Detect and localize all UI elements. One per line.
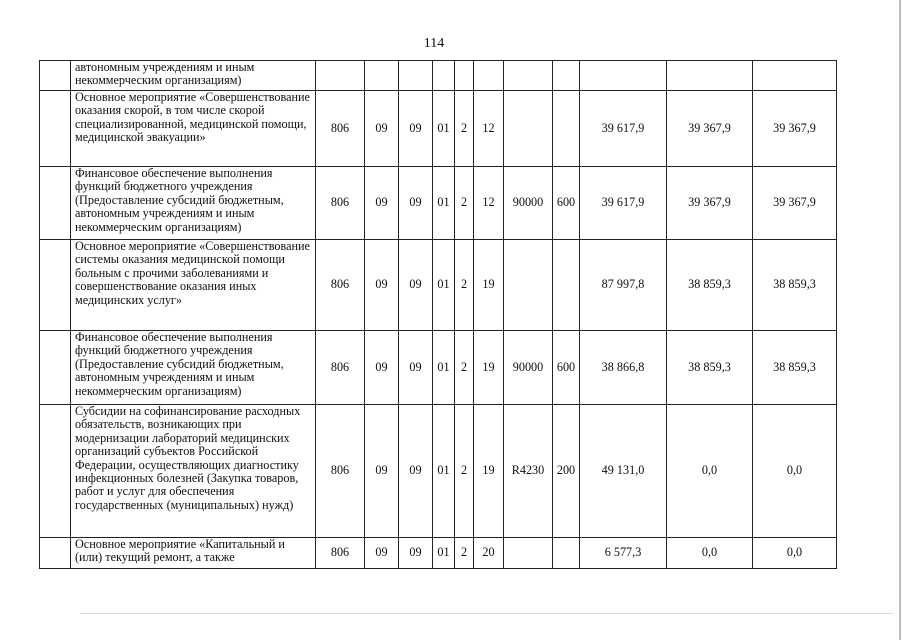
row-index-cell [40,331,71,405]
cell-p4: 90000 [504,167,553,240]
cell-p1 [433,61,455,91]
cell-rz [365,61,399,91]
cell-p1: 01 [433,331,455,405]
cell-p3: 20 [474,538,504,569]
cell-p3: 12 [474,167,504,240]
cell-sum2: 38 859,3 [667,240,753,331]
cell-pr: 09 [399,331,433,405]
cell-p1: 01 [433,91,455,167]
cell-sum2: 38 859,3 [667,331,753,405]
table-row [40,405,837,538]
cell-vr: 600 [553,331,580,405]
row-index-cell [40,405,71,538]
budget-table [39,60,837,569]
row-index-cell [40,538,71,569]
cell-p1: 01 [433,240,455,331]
cell-grbs: 806 [316,240,365,331]
row-name: Субсидии на софинансирование расходных обязательств, возникающих при модернизации лабораторий медицинских организаций субъектов Российской Федерации, осуществляющих диагностику инфекционных болезней (Закупка товаров, работ и услуг для обеспечения государственных (муниципальных) нужд) [71,405,316,538]
cell-sum1: 39 617,9 [580,91,667,167]
table-row [40,331,837,405]
cell-p2: 2 [455,331,474,405]
cell-p2: 2 [455,405,474,538]
cell-grbs [316,61,365,91]
cell-sum2: 39 367,9 [667,167,753,240]
cell-p2 [455,61,474,91]
cell-vr: 200 [553,405,580,538]
cell-p3: 12 [474,91,504,167]
cell-p2: 2 [455,167,474,240]
cell-sum3: 39 367,9 [753,91,837,167]
table-row [40,538,837,569]
table-row [40,240,837,331]
page-edge [899,0,901,640]
cell-p4 [504,61,553,91]
cell-pr: 09 [399,91,433,167]
cell-p4 [504,240,553,331]
cell-p4: 90000 [504,331,553,405]
cell-sum1: 39 617,9 [580,167,667,240]
table-row [40,167,837,240]
cell-vr [553,61,580,91]
cell-grbs: 806 [316,91,365,167]
cell-grbs: 806 [316,167,365,240]
cell-sum2: 0,0 [667,405,753,538]
cell-sum3: 0,0 [753,538,837,569]
cell-pr: 09 [399,405,433,538]
row-index-cell [40,240,71,331]
cell-rz: 09 [365,240,399,331]
cell-sum3 [753,61,837,91]
cell-p4 [504,91,553,167]
row-name: Основное мероприятие «Совершенствование оказания скорой, в том числе скорой специализированной, медицинской помощи, медицинской эвакуации» [71,91,316,167]
cell-p2: 2 [455,91,474,167]
cell-rz: 09 [365,91,399,167]
cell-grbs: 806 [316,331,365,405]
cell-vr [553,240,580,331]
table-row [40,91,837,167]
cell-grbs: 806 [316,405,365,538]
cell-sum3: 0,0 [753,405,837,538]
cell-p1: 01 [433,167,455,240]
cell-grbs: 806 [316,538,365,569]
row-name: Финансовое обеспечение выполнения функций бюджетного учреждения (Предоставление субсидий бюджетным, автономным учреждениям и иным некоммерческим организациям) [71,331,316,405]
cell-pr: 09 [399,240,433,331]
cell-p4 [504,538,553,569]
row-index-cell [40,61,71,91]
row-name: автономным учреждениям и иным некоммерческим организациям) [71,61,316,91]
cell-rz: 09 [365,331,399,405]
row-index-cell [40,167,71,240]
cell-sum2: 0,0 [667,538,753,569]
cell-vr [553,91,580,167]
cell-sum1: 6 577,3 [580,538,667,569]
cell-p3: 19 [474,331,504,405]
cell-rz: 09 [365,538,399,569]
cell-sum3: 39 367,9 [753,167,837,240]
cell-rz: 09 [365,405,399,538]
cell-sum3: 38 859,3 [753,331,837,405]
cell-p3: 19 [474,405,504,538]
scan-line [80,613,893,614]
row-name: Основное мероприятие «Совершенствование системы оказания медицинской помощи больным с прочими заболеваниями и совершенствование оказания иных медицинских услуг» [71,240,316,331]
cell-vr [553,538,580,569]
cell-pr: 09 [399,167,433,240]
cell-vr: 600 [553,167,580,240]
table-row [40,61,837,91]
cell-p1: 01 [433,538,455,569]
cell-sum2 [667,61,753,91]
row-name: Основное мероприятие «Капитальный и (или) текущий ремонт, а также [71,538,316,569]
cell-p3 [474,61,504,91]
row-name: Финансовое обеспечение выполнения функций бюджетного учреждения (Предоставление субсидий бюджетным, автономным учреждениям и иным некоммерческим организациям) [71,167,316,240]
cell-sum1: 38 866,8 [580,331,667,405]
cell-p4: R4230 [504,405,553,538]
cell-p1: 01 [433,405,455,538]
cell-sum1 [580,61,667,91]
cell-p2: 2 [455,240,474,331]
cell-pr: 09 [399,538,433,569]
cell-p2: 2 [455,538,474,569]
page-number: 114 [423,36,445,51]
cell-rz: 09 [365,167,399,240]
cell-p3: 19 [474,240,504,331]
cell-sum2: 39 367,9 [667,91,753,167]
cell-sum1: 87 997,8 [580,240,667,331]
cell-pr [399,61,433,91]
row-index-cell [40,91,71,167]
cell-sum1: 49 131,0 [580,405,667,538]
cell-sum3: 38 859,3 [753,240,837,331]
